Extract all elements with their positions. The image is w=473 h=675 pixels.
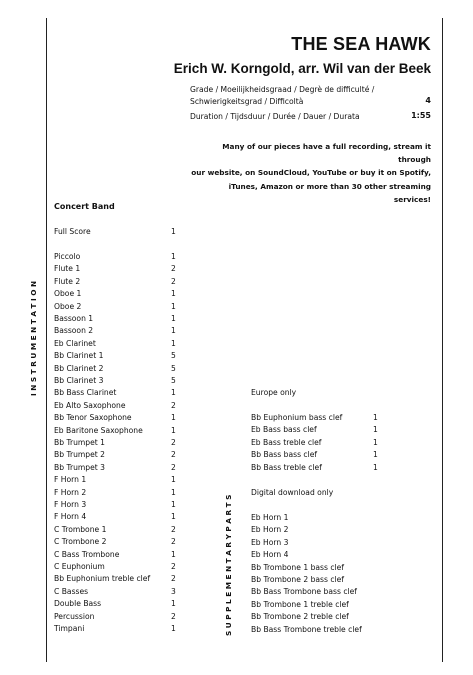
part-count: 5 — [171, 351, 176, 361]
grade-label-line2: Schwierigkeitsgrad / Difficoltà — [190, 97, 304, 106]
part-name: Bb Euphonium bass clef — [251, 413, 343, 422]
part-count: 1 — [171, 227, 176, 236]
part-name: Bb Trombone 2 bass clef — [251, 575, 345, 584]
part-count: 5 — [171, 376, 176, 385]
part-count: 1 — [171, 314, 176, 323]
concert-band-heading: Concert Band — [54, 202, 115, 211]
part-name: Eb Bass bass clef — [251, 425, 317, 435]
part-count: 1 — [171, 388, 176, 398]
supplementary-parts-side-label: S U P P L E M E N T A R Y P A R T S — [224, 494, 233, 636]
duration-label: Duration / Tijdsduur / Durée / Dauer / Durata — [190, 112, 360, 121]
part-name: Bb Clarinet 1 — [54, 351, 104, 361]
part-name: C Trombone 2 — [54, 537, 107, 547]
part-name: Bassoon 2 — [54, 326, 94, 336]
part-count: 5 — [171, 363, 176, 373]
part-count: 1 — [171, 512, 176, 522]
right-border-line — [442, 18, 443, 662]
part-name: Eb Alto Saxophone — [54, 400, 126, 410]
part-count: 1 — [171, 338, 176, 348]
part-count: 1 — [171, 487, 176, 497]
part-name: Oboe 1 — [54, 289, 82, 299]
part-name: Eb Horn 2 — [251, 525, 289, 535]
part-name: Eb Clarinet — [54, 338, 96, 348]
part-count: 2 — [171, 264, 176, 274]
part-name: Eb Bass treble clef — [251, 437, 322, 447]
part-count: 1 — [171, 301, 176, 311]
part-name: Eb Horn 4 — [251, 550, 289, 560]
part-name: F Horn 3 — [54, 500, 87, 509]
part-name: Bb Tenor Saxophone — [54, 413, 132, 423]
part-count: 1 — [171, 413, 176, 423]
part-name: Bb Trumpet 1 — [54, 438, 106, 447]
part-count: 1 — [373, 450, 378, 460]
part-name: Bb Trombone 1 bass clef — [251, 562, 345, 572]
part-name: C Basses — [54, 586, 89, 596]
part-count: 2 — [171, 276, 176, 286]
part-count: 2 — [171, 400, 176, 410]
part-count: 1 — [373, 425, 378, 435]
part-count: 1 — [171, 599, 176, 609]
part-name: Oboe 2 — [54, 301, 82, 311]
part-name: Bb Bass Trombone treble clef — [251, 624, 362, 634]
part-count: 2 — [171, 438, 176, 447]
part-count: 3 — [171, 586, 176, 596]
part-name: Piccolo — [54, 252, 81, 261]
part-name: Eb Horn 1 — [251, 513, 289, 522]
part-count: 1 — [171, 425, 176, 435]
part-count: 1 — [171, 252, 176, 261]
digital-download-heading: Digital download only — [251, 488, 334, 497]
grade-value: 4 — [425, 96, 431, 105]
duration-value: 1:55 — [411, 111, 431, 120]
part-count: 2 — [171, 611, 176, 621]
left-border-line — [46, 18, 47, 662]
part-name: Flute 1 — [54, 264, 81, 274]
part-count: 1 — [171, 549, 176, 559]
part-count: 1 — [171, 289, 176, 299]
part-name: Bb Clarinet 3 — [54, 376, 104, 385]
part-count: 1 — [171, 500, 176, 509]
part-name: Eb Horn 3 — [251, 537, 289, 547]
part-name: Percussion — [54, 611, 95, 621]
part-name: C Trombone 1 — [54, 524, 107, 534]
part-count: 2 — [171, 524, 176, 534]
part-count: 1 — [171, 326, 176, 336]
part-name: Double Bass — [54, 599, 102, 609]
promo-line-2: our website, on SoundCloud, YouTube or buy it on Spotify, — [191, 168, 431, 178]
part-count: 2 — [171, 450, 176, 460]
part-name: C Euphonium — [54, 562, 105, 571]
part-name: C Bass Trombone — [54, 549, 120, 559]
part-name: F Horn 2 — [54, 487, 87, 497]
part-count: 2 — [171, 562, 176, 571]
part-count: 1 — [373, 462, 378, 472]
part-name: F Horn 4 — [54, 512, 87, 522]
part-name: Full Score — [54, 227, 91, 236]
part-count: 2 — [171, 462, 176, 472]
grade-label — [190, 84, 374, 108]
part-name: F Horn 1 — [54, 475, 87, 485]
part-name: Bb Bass treble clef — [251, 462, 322, 472]
streaming-promo — [191, 140, 431, 206]
grade-label-line1: Grade / Moeilijkheidsgraad / Degrè de difficulté / — [190, 85, 375, 94]
promo-line-3: iTunes, Amazon or more than 30 other streaming services! — [228, 181, 431, 204]
part-name: Bb Bass Clarinet — [54, 388, 117, 398]
piece-title: THE SEA HAWK — [291, 34, 431, 54]
part-count: 2 — [171, 537, 176, 547]
part-count: 1 — [171, 475, 176, 485]
part-name: Bb Trombone 1 treble clef — [251, 599, 349, 609]
part-name: Eb Baritone Saxophone — [54, 425, 143, 435]
part-name: Bb Euphonium treble clef — [54, 574, 151, 584]
part-name: Bb Trombone 2 treble clef — [251, 612, 349, 622]
part-count: 1 — [373, 437, 378, 447]
part-name: Bb Trumpet 3 — [54, 462, 106, 472]
part-count: 2 — [171, 574, 176, 584]
part-name: Bb Bass bass clef — [251, 450, 318, 460]
part-count: 1 — [373, 413, 378, 422]
instrumentation-side-label: I N S T R U M E N T A T I O N — [29, 280, 38, 396]
part-name: Bb Trumpet 2 — [54, 450, 106, 460]
part-name: Flute 2 — [54, 276, 81, 286]
part-name: Bassoon 1 — [54, 314, 94, 323]
composer-arranger: Erich W. Korngold, arr. Wil van der Beek — [173, 61, 431, 76]
europe-only-heading: Europe only — [251, 388, 297, 397]
part-name: Bb Clarinet 2 — [54, 363, 104, 373]
part-name: Timpani — [54, 624, 85, 633]
promo-line-1: Many of our pieces have a full recording, stream it through — [222, 142, 431, 165]
part-name: Bb Bass Trombone bass clef — [251, 587, 357, 597]
part-count: 1 — [171, 624, 176, 633]
